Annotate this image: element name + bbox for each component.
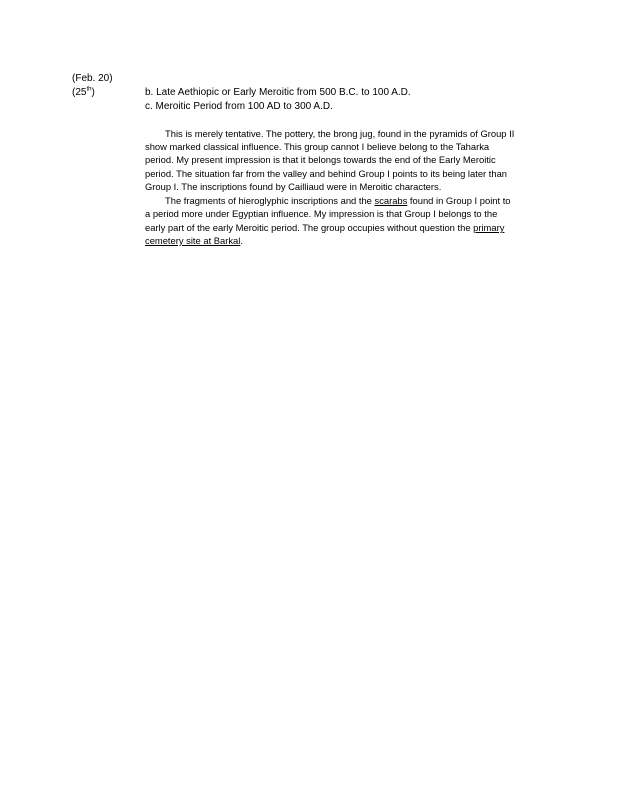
- underlined-scarabs: scarabs: [374, 195, 408, 206]
- paragraph2-line: [145, 222, 504, 234]
- margin-day-close: ): [91, 87, 95, 98]
- paragraph2-line: [165, 195, 511, 207]
- margin-day-number: (25: [72, 87, 87, 98]
- paragraph2-line: [145, 235, 243, 247]
- list-item-b: b. Late Aethiopic or Early Meroitic from 500 B.C. to 100 A.D.: [145, 87, 411, 98]
- paragraph2-text: .: [240, 235, 243, 246]
- paragraph1-line: period. My present impression is that it belongs towards the end of the Early Meroitic: [145, 154, 496, 165]
- list-item-c: c. Meroitic Period from 100 AD to 300 A.D.: [145, 101, 333, 112]
- underlined-primary: primary: [473, 222, 505, 233]
- paragraph1-line: period. The situation far from the valley and behind Group I points to its being later than: [145, 168, 508, 179]
- paragraph2-text: The fragments of hieroglyphic inscriptions and the: [165, 195, 375, 206]
- paragraph2-text: early part of the early Meroitic period. The group occupies without question the: [145, 222, 474, 233]
- paragraph1-line: This is merely tentative. The pottery, the brong jug, found in the pyramids of Group II: [165, 128, 515, 139]
- margin-day-suffix: th: [86, 86, 92, 93]
- paragraph2-text: found in Group I point to: [407, 195, 511, 206]
- paragraph1-line: Group I. The inscriptions found by Cailliaud were in Meroitic characters.: [145, 181, 442, 192]
- underlined-cemetery-site: cemetery site at Barkal: [145, 235, 241, 246]
- paragraph1-line: show marked classical influence. This group cannot I believe belong to the Taharka: [145, 141, 490, 152]
- paragraph2-line: a period more under Egyptian influence. My impression is that Group I belongs to the: [145, 208, 498, 219]
- margin-day: [72, 86, 95, 99]
- margin-date: (Feb. 20): [72, 73, 113, 84]
